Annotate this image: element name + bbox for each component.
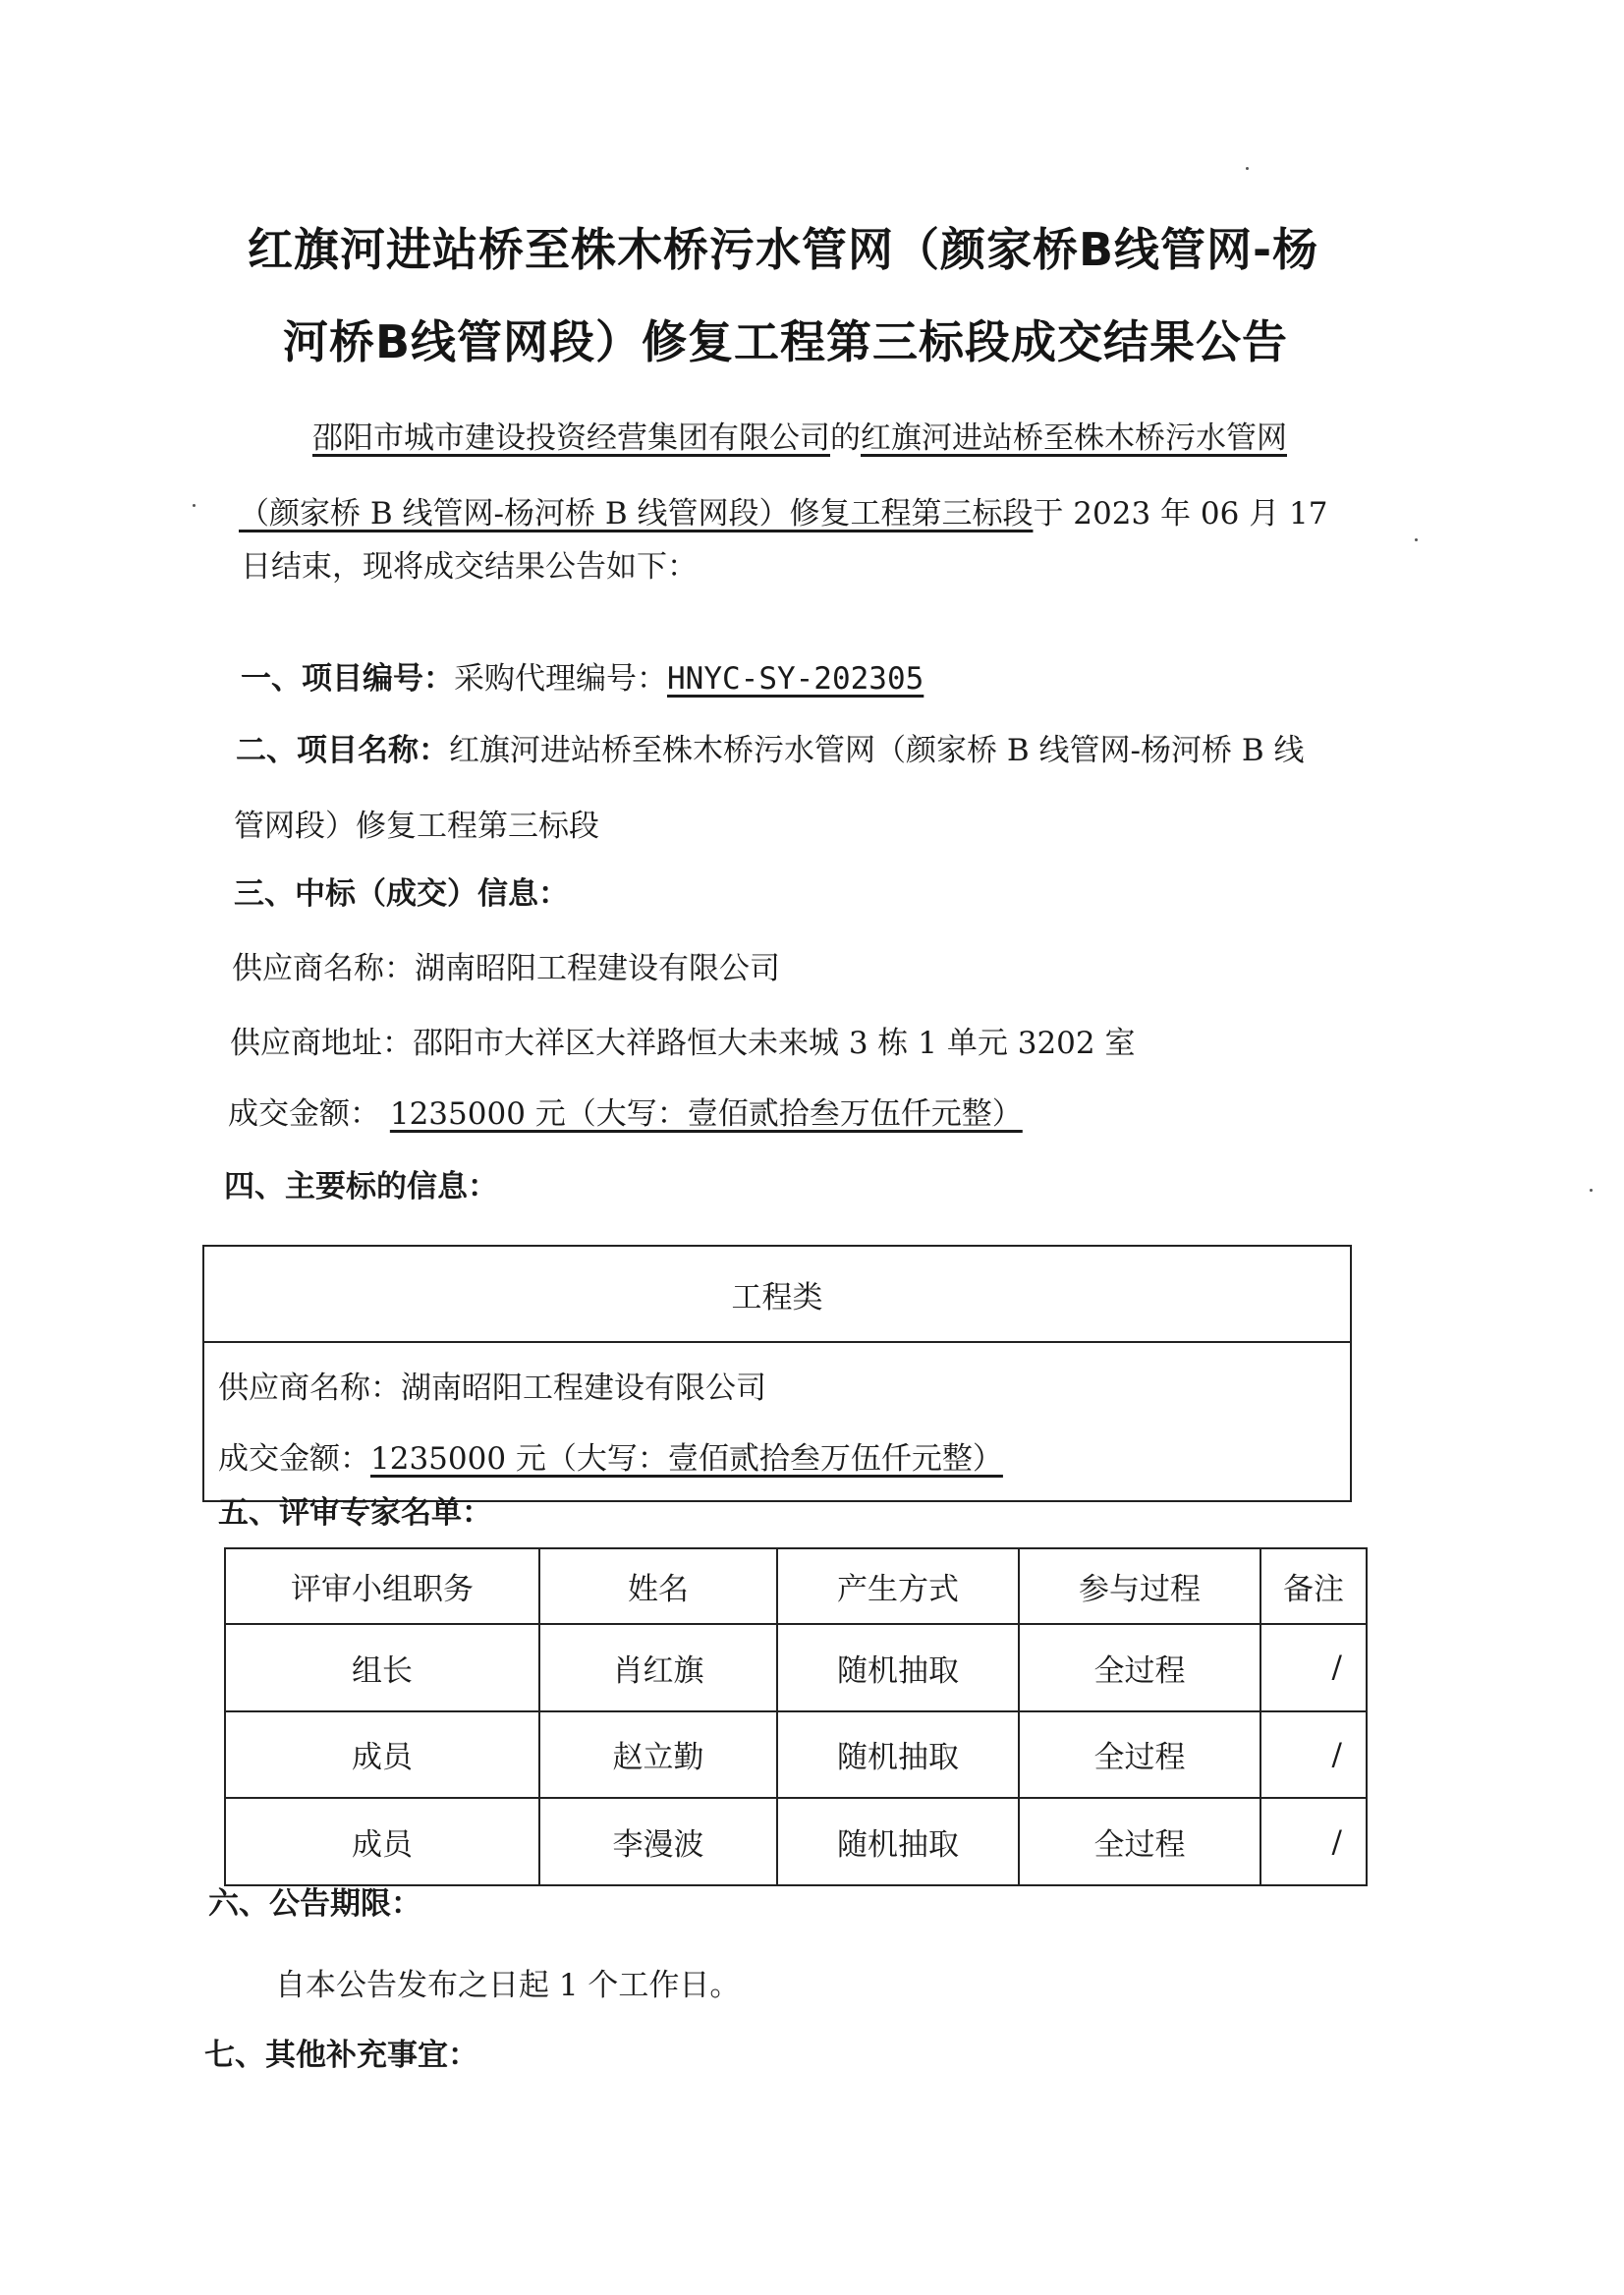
notice-title-line1: 红旗河进站桥至株木桥污水管网（颜家桥B线管网-杨 bbox=[248, 223, 1319, 276]
table-row bbox=[225, 1798, 1367, 1885]
expert-method: 随机抽取 bbox=[777, 1798, 1019, 1885]
project-name-value-line1: 红旗河进站桥至株木桥污水管网（颜家桥 B 线管网-杨河桥 B 线 bbox=[449, 733, 1305, 768]
scan-speck bbox=[1246, 167, 1249, 170]
col-header: 产生方式 bbox=[777, 1548, 1019, 1624]
section2-heading: 二、项目名称： bbox=[236, 733, 449, 768]
supplier-label: 供应商名称： bbox=[232, 951, 415, 986]
agency-code-label: 采购代理编号： bbox=[454, 661, 667, 697]
expert-process: 全过程 bbox=[1019, 1798, 1260, 1885]
table-row bbox=[225, 1624, 1367, 1711]
amount-label: 成交金额： bbox=[228, 1096, 380, 1132]
scan-speck bbox=[1590, 1189, 1593, 1192]
expert-remark: / bbox=[1260, 1624, 1367, 1711]
expert-remark: / bbox=[1260, 1711, 1367, 1799]
project-name-part1: 红旗河进站桥至株木桥污水管网 bbox=[861, 420, 1287, 456]
box-supplier-line bbox=[218, 1363, 766, 1407]
expert-name: 肖红旗 bbox=[539, 1624, 777, 1711]
box-amount-value: 1235000 元（大写：壹佰贰拾叁万伍仟元整） bbox=[370, 1441, 1003, 1477]
box-supplier-name: 湖南昭阳工程建设有限公司 bbox=[401, 1371, 766, 1406]
intro-line1 bbox=[312, 413, 1287, 457]
expert-remark: / bbox=[1260, 1798, 1367, 1885]
address-label: 供应商地址： bbox=[230, 1026, 413, 1061]
expert-role: 成员 bbox=[225, 1798, 539, 1885]
expert-role: 成员 bbox=[225, 1711, 539, 1799]
table-row bbox=[225, 1711, 1367, 1799]
intro-of: 的 bbox=[830, 420, 861, 456]
experts-table-header bbox=[225, 1548, 1367, 1624]
scan-speck bbox=[193, 504, 196, 507]
section5-heading: 五、评审专家名单： bbox=[218, 1495, 492, 1531]
notice-title-line2: 河桥B线管网段）修复工程第三标段成交结果公告 bbox=[283, 315, 1289, 368]
box-amount-line bbox=[218, 1433, 1003, 1478]
section1 bbox=[241, 653, 924, 698]
intro-line2 bbox=[239, 488, 1328, 532]
col-header: 评审小组职务 bbox=[225, 1548, 539, 1624]
expert-process: 全过程 bbox=[1019, 1624, 1260, 1711]
expert-process: 全过程 bbox=[1019, 1711, 1260, 1799]
item-category: 工程类 bbox=[204, 1247, 1350, 1343]
project-name-value-line2: 管网段）修复工程第三标段 bbox=[234, 809, 599, 844]
project-name-part2: （颜家桥 B 线管网-杨河桥 B 线管网段）修复工程第三标段 bbox=[239, 496, 1034, 532]
section2 bbox=[236, 725, 1304, 769]
purchaser-name: 邵阳市城市建设投资经营集团有限公司 bbox=[312, 420, 830, 456]
box-amount-label: 成交金额： bbox=[218, 1441, 370, 1477]
supplier-address: 邵阳市大祥区大祥路恒大未来城 3 栋 1 单元 3202 室 bbox=[413, 1026, 1136, 1061]
expert-name: 赵立勤 bbox=[539, 1711, 777, 1799]
agency-code-value: HNYC-SY-202305 bbox=[667, 661, 924, 697]
end-date-text: 于 2023 年 06 月 17 bbox=[1033, 496, 1328, 532]
experts-table bbox=[224, 1547, 1368, 1886]
scan-speck bbox=[1415, 538, 1418, 541]
address-line bbox=[230, 1018, 1135, 1062]
expert-role: 组长 bbox=[225, 1624, 539, 1711]
col-header: 备注 bbox=[1260, 1548, 1367, 1624]
amount-line bbox=[228, 1089, 1023, 1133]
box-supplier-label: 供应商名称： bbox=[218, 1371, 401, 1406]
col-header: 姓名 bbox=[539, 1548, 777, 1624]
intro-line3: 日结束，现将成交结果公告如下： bbox=[241, 549, 698, 585]
notice-period-text: 自本公告发布之日起 1 个工作日。 bbox=[275, 1968, 741, 2003]
expert-name: 李漫波 bbox=[539, 1798, 777, 1885]
supplier-line bbox=[232, 943, 780, 987]
expert-method: 随机抽取 bbox=[777, 1711, 1019, 1799]
amount-value: 1235000 元（大写：壹佰贰拾叁万伍仟元整） bbox=[389, 1096, 1023, 1132]
section1-heading: 一、项目编号： bbox=[241, 661, 454, 697]
main-item-box bbox=[202, 1245, 1352, 1502]
col-header: 参与过程 bbox=[1019, 1548, 1260, 1624]
section7-heading: 七、其他补充事宜： bbox=[204, 2038, 478, 2073]
expert-method: 随机抽取 bbox=[777, 1624, 1019, 1711]
section6-heading: 六、公告期限： bbox=[208, 1886, 421, 1922]
section3-heading: 三、中标（成交）信息： bbox=[234, 876, 569, 912]
supplier-name: 湖南昭阳工程建设有限公司 bbox=[415, 951, 780, 986]
section4-heading: 四、主要标的信息： bbox=[224, 1169, 498, 1204]
